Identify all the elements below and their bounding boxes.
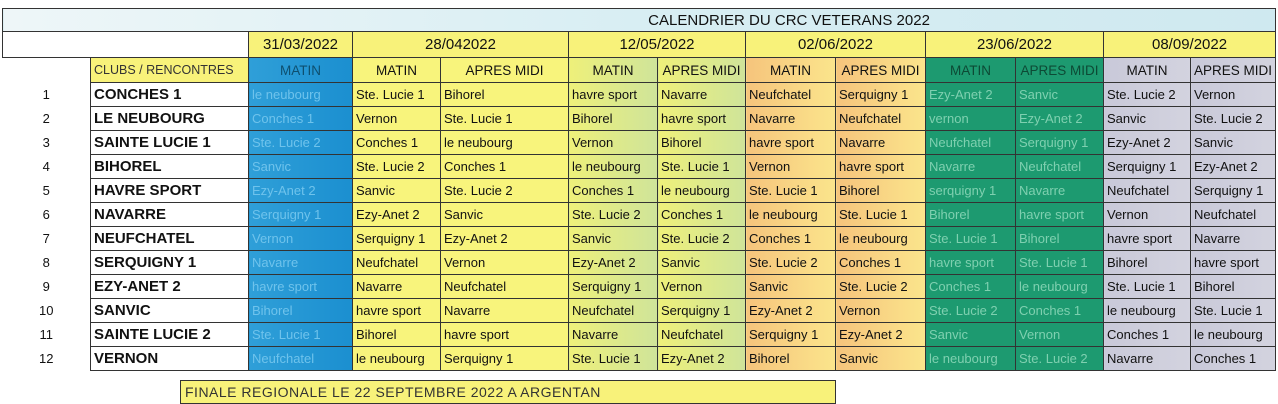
opponent-cell: Sanvic: [1016, 83, 1104, 107]
opponent-cell: le neubourg: [1191, 323, 1276, 347]
row-number: 1: [3, 83, 91, 107]
session-header: APRES MIDI: [441, 58, 569, 83]
opponent-cell: le neubourg: [353, 347, 441, 371]
opponent-cell: le neubourg: [926, 347, 1016, 371]
opponent-cell: Vernon: [1104, 203, 1191, 227]
opponent-cell: Ezy-Anet 2: [926, 83, 1016, 107]
row-number: 11: [3, 323, 91, 347]
calendar-sheet: [2, 8, 1275, 371]
opponent-cell: Ezy-Anet 2: [746, 299, 836, 323]
row-number: 8: [3, 251, 91, 275]
opponent-cell: Neufchatel: [746, 83, 836, 107]
opponent-cell: Serquigny 1: [1104, 155, 1191, 179]
opponent-cell: Navarre: [249, 251, 353, 275]
opponent-cell: Sanvic: [353, 179, 441, 203]
club-name: EZY-ANET 2: [91, 275, 249, 299]
opponent-cell: Serquigny 1: [441, 347, 569, 371]
opponent-cell: Vernon: [569, 131, 658, 155]
club-name: CONCHES 1: [91, 83, 249, 107]
opponent-cell: Navarre: [926, 155, 1016, 179]
opponent-cell: Neufchatel: [569, 299, 658, 323]
opponent-cell: Neufchatel: [658, 323, 746, 347]
opponent-cell: havre sport: [926, 251, 1016, 275]
opponent-cell: havre sport: [249, 275, 353, 299]
final-notice: FINALE REGIONALE LE 22 SEPTEMBRE 2022 A ARGENTAN: [180, 380, 836, 404]
opponent-cell: Serquigny 1: [569, 275, 658, 299]
opponent-cell: Vernon: [353, 107, 441, 131]
opponent-cell: Vernon: [746, 155, 836, 179]
opponent-cell: Ste. Lucie 1: [1191, 299, 1276, 323]
session-header: MATIN: [746, 58, 836, 83]
opponent-cell: Sanvic: [658, 251, 746, 275]
opponent-cell: havre sport: [746, 131, 836, 155]
opponent-cell: Navarre: [1104, 347, 1191, 371]
blank-cell: [3, 58, 91, 83]
opponent-cell: Conches 1: [353, 131, 441, 155]
opponent-cell: Navarre: [658, 83, 746, 107]
opponent-cell: Conches 1: [746, 227, 836, 251]
opponent-cell: havre sport: [1191, 251, 1276, 275]
match-date-header: 12/05/2022: [569, 32, 746, 58]
row-number: 9: [3, 275, 91, 299]
opponent-cell: Sanvic: [746, 275, 836, 299]
opponent-cell: Ste. Lucie 2: [353, 155, 441, 179]
session-header: MATIN: [249, 58, 353, 83]
opponent-cell: Ste. Lucie 1: [569, 347, 658, 371]
club-row: [3, 275, 1276, 299]
row-number: 6: [3, 203, 91, 227]
club-row: [3, 251, 1276, 275]
opponent-cell: Bihorel: [441, 83, 569, 107]
row-number: 2: [3, 107, 91, 131]
club-name: VERNON: [91, 347, 249, 371]
session-header: APRES MIDI: [1016, 58, 1104, 83]
opponent-cell: Ezy-Anet 2: [658, 347, 746, 371]
club-row: [3, 107, 1276, 131]
opponent-cell: Serquigny 1: [249, 203, 353, 227]
opponent-cell: Vernon: [658, 275, 746, 299]
row-number: 3: [3, 131, 91, 155]
row-number: 12: [3, 347, 91, 371]
opponent-cell: Serquigny 1: [353, 227, 441, 251]
match-date-header: 23/06/2022: [926, 32, 1104, 58]
opponent-cell: le neubourg: [836, 227, 926, 251]
opponent-cell: serquigny 1: [926, 179, 1016, 203]
opponent-cell: Bihorel: [1016, 227, 1104, 251]
opponent-cell: Ste. Lucie 2: [441, 179, 569, 203]
session-header: APRES MIDI: [658, 58, 746, 83]
opponent-cell: Ste. Lucie 2: [658, 227, 746, 251]
club-name: SERQUIGNY 1: [91, 251, 249, 275]
club-name: HAVRE SPORT: [91, 179, 249, 203]
opponent-cell: Bihorel: [353, 323, 441, 347]
opponent-cell: Conches 1: [1191, 347, 1276, 371]
opponent-cell: Bihorel: [836, 179, 926, 203]
opponent-cell: Neufchatel: [1104, 179, 1191, 203]
opponent-cell: Conches 1: [249, 107, 353, 131]
opponent-cell: Ste. Lucie 1: [1016, 251, 1104, 275]
opponent-cell: Serquigny 1: [1016, 131, 1104, 155]
opponent-cell: Ste. Lucie 2: [746, 251, 836, 275]
session-header: MATIN: [926, 58, 1016, 83]
club-row: [3, 179, 1276, 203]
row-number: 5: [3, 179, 91, 203]
opponent-cell: Ezy-Anet 2: [441, 227, 569, 251]
club-row: [3, 83, 1276, 107]
opponent-cell: Ezy-Anet 2: [249, 179, 353, 203]
opponent-cell: Ste. Lucie 2: [1016, 347, 1104, 371]
opponent-cell: Vernon: [249, 227, 353, 251]
club-row: [3, 227, 1276, 251]
opponent-cell: Neufchatel: [249, 347, 353, 371]
title-text: CALENDRIER DU CRC VETERANS 2022: [648, 11, 930, 29]
opponent-cell: Ste. Lucie 1: [249, 323, 353, 347]
opponent-cell: Ezy-Anet 2: [1191, 155, 1276, 179]
opponent-cell: havre sport: [1016, 203, 1104, 227]
opponent-cell: le neubourg: [569, 155, 658, 179]
opponent-cell: Serquigny 1: [658, 299, 746, 323]
club-row: [3, 131, 1276, 155]
opponent-cell: Neufchatel: [926, 131, 1016, 155]
opponent-cell: Navarre: [441, 299, 569, 323]
opponent-cell: Vernon: [836, 299, 926, 323]
opponent-cell: Neufchatel: [441, 275, 569, 299]
opponent-cell: Bihorel: [569, 107, 658, 131]
opponent-cell: le neubourg: [658, 179, 746, 203]
opponent-cell: Serquigny 1: [746, 323, 836, 347]
match-date-header: 31/03/2022: [249, 32, 353, 58]
opponent-cell: Sanvic: [569, 227, 658, 251]
opponent-cell: Ezy-Anet 2: [569, 251, 658, 275]
opponent-cell: Serquigny 1: [836, 83, 926, 107]
club-row: [3, 347, 1276, 371]
opponent-cell: Sanvic: [441, 203, 569, 227]
opponent-cell: Serquigny 1: [1191, 179, 1276, 203]
opponent-cell: Navarre: [746, 107, 836, 131]
opponent-cell: Bihorel: [1104, 251, 1191, 275]
club-name: LE NEUBOURG: [91, 107, 249, 131]
session-header: APRES MIDI: [1191, 58, 1276, 83]
opponent-cell: le neubourg: [1016, 275, 1104, 299]
opponent-cell: Ste. Lucie 1: [353, 83, 441, 107]
opponent-cell: Ste. Lucie 1: [926, 227, 1016, 251]
opponent-cell: havre sport: [441, 323, 569, 347]
opponent-cell: Ste. Lucie 2: [249, 131, 353, 155]
opponent-cell: Sanvic: [249, 155, 353, 179]
opponent-cell: Conches 1: [441, 155, 569, 179]
opponent-cell: le neubourg: [441, 131, 569, 155]
match-date-header: 08/09/2022: [1104, 32, 1276, 58]
opponent-cell: Conches 1: [569, 179, 658, 203]
opponent-cell: Ste. Lucie 2: [569, 203, 658, 227]
opponent-cell: Ste. Lucie 1: [1104, 275, 1191, 299]
opponent-cell: Ste. Lucie 2: [926, 299, 1016, 323]
opponent-cell: Vernon: [1016, 323, 1104, 347]
opponent-cell: Ezy-Anet 2: [836, 323, 926, 347]
opponent-cell: Sanvic: [1191, 131, 1276, 155]
opponent-cell: havre sport: [569, 83, 658, 107]
opponent-cell: Ezy-Anet 2: [1104, 131, 1191, 155]
session-header: APRES MIDI: [836, 58, 926, 83]
opponent-cell: Bihorel: [658, 131, 746, 155]
session-header: MATIN: [1104, 58, 1191, 83]
opponent-cell: Ste. Lucie 1: [836, 203, 926, 227]
opponent-cell: Ezy-Anet 2: [1016, 107, 1104, 131]
opponent-cell: Conches 1: [926, 275, 1016, 299]
opponent-cell: Neufchatel: [1016, 155, 1104, 179]
opponent-cell: Sanvic: [926, 323, 1016, 347]
opponent-cell: Neufchatel: [836, 107, 926, 131]
opponent-cell: Ste. Lucie 2: [836, 275, 926, 299]
opponent-cell: Sanvic: [1104, 107, 1191, 131]
opponent-cell: havre sport: [1104, 227, 1191, 251]
opponent-cell: Sanvic: [836, 347, 926, 371]
opponent-cell: Conches 1: [1104, 323, 1191, 347]
club-name: NAVARRE: [91, 203, 249, 227]
club-name: BIHOREL: [91, 155, 249, 179]
club-name: SAINTE LUCIE 2: [91, 323, 249, 347]
calendar-table: [2, 8, 1276, 371]
opponent-cell: Ezy-Anet 2: [353, 203, 441, 227]
opponent-cell: Ste. Lucie 2: [1104, 83, 1191, 107]
opponent-cell: Bihorel: [746, 347, 836, 371]
opponent-cell: Bihorel: [926, 203, 1016, 227]
opponent-cell: Ste. Lucie 1: [658, 155, 746, 179]
opponent-cell: le neubourg: [746, 203, 836, 227]
session-header: MATIN: [569, 58, 658, 83]
opponent-cell: Bihorel: [249, 299, 353, 323]
row-number: 4: [3, 155, 91, 179]
row-number: 7: [3, 227, 91, 251]
opponent-cell: Vernon: [1191, 83, 1276, 107]
club-row: [3, 203, 1276, 227]
opponent-cell: Navarre: [836, 131, 926, 155]
session-header: MATIN: [353, 58, 441, 83]
opponent-cell: Ste. Lucie 1: [746, 179, 836, 203]
match-date-header: 02/06/2022: [746, 32, 926, 58]
club-row: [3, 299, 1276, 323]
opponent-cell: Ste. Lucie 1: [441, 107, 569, 131]
opponent-cell: havre sport: [836, 155, 926, 179]
club-name: SAINTE LUCIE 1: [91, 131, 249, 155]
opponent-cell: Navarre: [1016, 179, 1104, 203]
opponent-cell: vernon: [926, 107, 1016, 131]
opponent-cell: Conches 1: [658, 203, 746, 227]
opponent-cell: Conches 1: [1016, 299, 1104, 323]
calendar-title: [3, 9, 1276, 32]
opponent-cell: Bihorel: [1191, 275, 1276, 299]
match-date-header: 28/042022: [353, 32, 569, 58]
blank-cell: [3, 32, 249, 58]
opponent-cell: Neufchatel: [1191, 203, 1276, 227]
club-name: NEUFCHATEL: [91, 227, 249, 251]
clubs-header: CLUBS / RENCONTRES: [91, 58, 249, 83]
opponent-cell: Navarre: [569, 323, 658, 347]
opponent-cell: havre sport: [658, 107, 746, 131]
opponent-cell: le neubourg: [249, 83, 353, 107]
club-row: [3, 155, 1276, 179]
opponent-cell: Navarre: [353, 275, 441, 299]
opponent-cell: le neubourg: [1104, 299, 1191, 323]
opponent-cell: Navarre: [1191, 227, 1276, 251]
club-row: [3, 323, 1276, 347]
opponent-cell: Vernon: [441, 251, 569, 275]
row-number: 10: [3, 299, 91, 323]
opponent-cell: havre sport: [353, 299, 441, 323]
club-name: SANVIC: [91, 299, 249, 323]
opponent-cell: Conches 1: [836, 251, 926, 275]
opponent-cell: Neufchatel: [353, 251, 441, 275]
opponent-cell: Ste. Lucie 2: [1191, 107, 1276, 131]
